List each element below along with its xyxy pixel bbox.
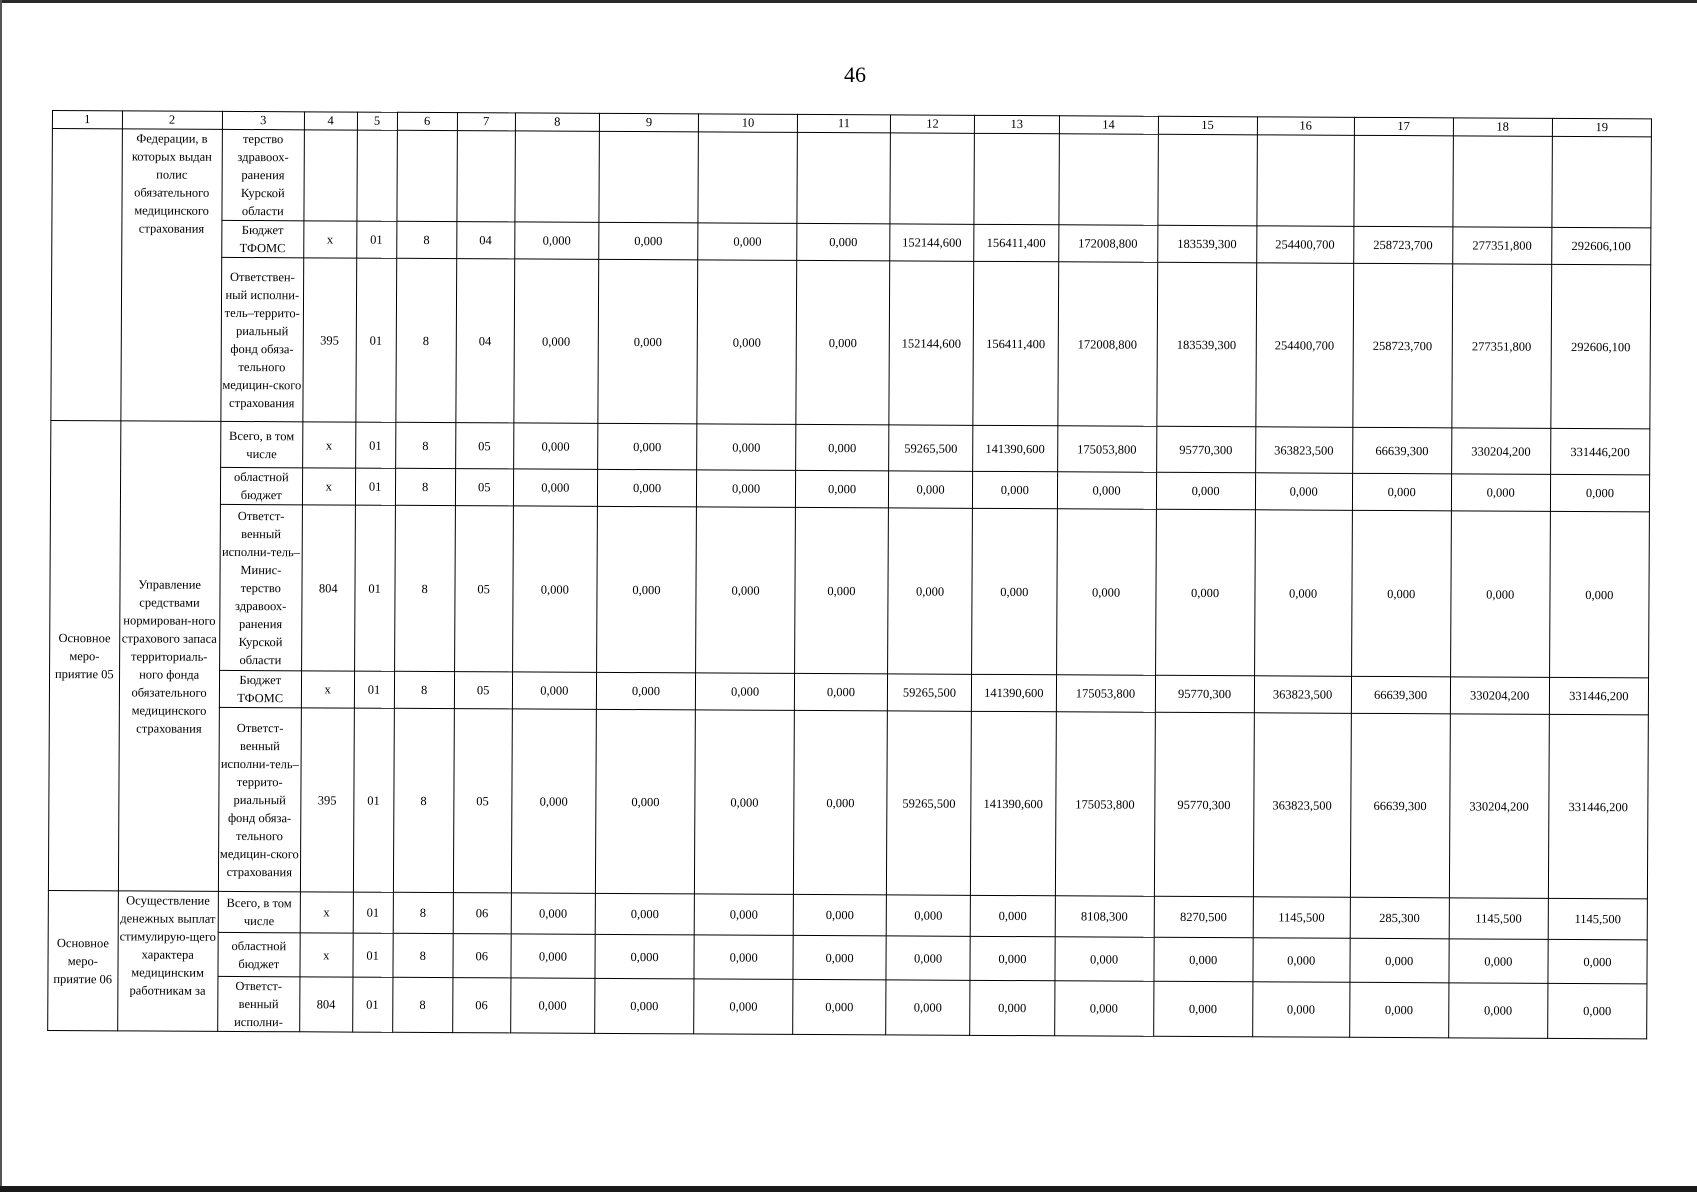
code-cell: x <box>303 422 356 468</box>
code-cell: 01 <box>355 258 396 422</box>
event-name: Осуществление денежных выплат стимулирую-щего характера медицинским работникам за <box>117 891 218 1032</box>
value-cell: 254400,700 <box>1256 263 1354 428</box>
page-number: 46 <box>844 62 866 87</box>
value-cell: 0,000 <box>695 673 794 711</box>
value-cell: 0,000 <box>694 710 794 895</box>
value-cell: 0,000 <box>1054 937 1153 982</box>
budget-table <box>47 110 1652 1039</box>
value-cell: 0,000 <box>1252 982 1349 1038</box>
column-number: 15 <box>1158 116 1257 135</box>
code-cell: 01 <box>354 671 394 708</box>
value-cell: 172008,800 <box>1057 262 1157 427</box>
value-cell: 0,000 <box>595 709 695 894</box>
column-number: 1 <box>52 111 122 129</box>
table-row <box>48 975 1647 1038</box>
budget-table-wrapper <box>47 110 1652 1039</box>
value-cell: 0,000 <box>1351 510 1451 677</box>
value-cell: 0,000 <box>595 934 694 979</box>
value-cell: 59265,500 <box>887 674 972 711</box>
value-cell: 0,000 <box>595 893 694 935</box>
value-cell: 0,000 <box>696 507 796 674</box>
section-a-col1 <box>51 129 122 421</box>
value-cell: 0,000 <box>697 260 797 425</box>
code-cell: 395 <box>300 708 354 892</box>
code-cell: 04 <box>456 259 515 423</box>
value-cell: 95770,300 <box>1156 426 1255 473</box>
value-cell: 0,000 <box>794 710 888 894</box>
code-cell: 05 <box>455 423 513 469</box>
table-row <box>51 420 1650 474</box>
value-cell: 0,000 <box>696 470 795 508</box>
value-cell: 175053,800 <box>1057 426 1156 473</box>
value-cell: 0,000 <box>887 508 972 674</box>
code-cell: 06 <box>452 978 510 1033</box>
value-cell: 0,000 <box>1449 939 1548 984</box>
value-cell: 277351,800 <box>1452 264 1552 429</box>
value-cell: 0,000 <box>514 259 599 423</box>
value-cell: 0,000 <box>597 469 696 507</box>
value-cell: 0,000 <box>1153 981 1252 1037</box>
value-cell: 141390,600 <box>971 711 1056 895</box>
value-cell: 0,000 <box>970 936 1055 980</box>
value-cell: 66639,300 <box>1352 427 1451 474</box>
code-cell: 8 <box>394 505 455 671</box>
value-cell: 152144,600 <box>889 261 974 425</box>
value-cell: 0,000 <box>511 709 596 893</box>
value-cell: 0,000 <box>1155 509 1255 676</box>
value-cell: 0,000 <box>597 506 697 673</box>
value-cell: 175053,800 <box>1056 675 1155 713</box>
funding-source: областной бюджет <box>218 932 300 976</box>
scan-edge-left <box>0 0 2 1192</box>
value-cell: 0,000 <box>510 978 595 1033</box>
code-cell: 395 <box>303 258 357 422</box>
funding-source: областной бюджет <box>220 467 302 504</box>
value-cell: 277351,800 <box>1452 227 1551 265</box>
column-number: 4 <box>304 112 357 130</box>
code-cell: 8 <box>396 221 456 258</box>
value-cell: 0,000 <box>514 222 599 259</box>
code-cell: 8 <box>393 892 453 933</box>
table-row <box>50 503 1650 677</box>
code-cell: 8 <box>395 468 455 505</box>
event-name: Управление средствами нормирован-ного страхового запаса территориаль-ного фонда обязательного медицинского страхования <box>118 421 221 892</box>
value-cell: 0,000 <box>1054 981 1153 1037</box>
value-cell: 0,000 <box>886 895 971 936</box>
value-cell: 141390,600 <box>973 425 1058 471</box>
funding-source: Бюджет ТФОМС <box>219 670 301 707</box>
value-cell: 0,000 <box>697 424 796 471</box>
value-cell: 363823,500 <box>1254 676 1351 714</box>
executor-cell: Ответст-венный исполни-тель–террито-риальный фонд обяза-тельного медицин-ского страхования <box>218 707 301 891</box>
value-cell: 0,000 <box>1547 983 1646 1039</box>
value-cell: 0,000 <box>888 471 973 508</box>
code-cell: 01 <box>354 505 395 671</box>
code-cell: 8 <box>393 708 454 892</box>
code-cell: 05 <box>455 469 513 506</box>
value-cell: 59265,500 <box>889 425 974 471</box>
value-cell: 0,000 <box>1057 472 1156 510</box>
funding-source: Всего, в том числе <box>220 421 302 467</box>
value-cell: 0,000 <box>513 423 598 469</box>
value-cell: 0,000 <box>973 471 1058 508</box>
code-cell: 804 <box>301 505 355 671</box>
value-cell: 0,000 <box>797 223 890 260</box>
value-cell: 175053,800 <box>1055 712 1155 897</box>
value-cell: 0,000 <box>599 222 698 260</box>
value-cell: 0,000 <box>970 895 1055 936</box>
code-cell: 05 <box>453 709 512 893</box>
value-cell: 330204,200 <box>1451 428 1550 475</box>
value-cell: 0,000 <box>694 894 793 936</box>
value-cell: 141390,600 <box>972 674 1057 711</box>
value-cell: 0,000 <box>1350 938 1449 983</box>
code-cell: 8 <box>394 671 454 708</box>
code-cell: 01 <box>356 221 396 258</box>
code-cell: 8 <box>393 933 453 977</box>
value-cell: 292606,100 <box>1552 227 1651 265</box>
value-cell: 0,000 <box>793 935 886 979</box>
code-cell: 8 <box>395 422 455 468</box>
value-cell: 59265,500 <box>886 711 971 895</box>
value-cell: 363823,500 <box>1253 713 1351 898</box>
value-cell: 0,000 <box>796 424 889 470</box>
value-cell: 331446,200 <box>1549 677 1648 715</box>
code-cell: 01 <box>353 933 393 977</box>
value-cell: 331446,200 <box>1550 428 1649 475</box>
value-cell: 0,000 <box>1349 982 1448 1038</box>
value-cell: 1145,500 <box>1253 897 1350 939</box>
column-number: 8 <box>515 113 599 131</box>
value-cell: 331446,200 <box>1548 714 1648 899</box>
code-cell: 01 <box>355 468 395 505</box>
column-number: 12 <box>890 115 974 133</box>
code-cell: 01 <box>355 422 395 468</box>
scan-edge-bottom <box>0 1186 1697 1192</box>
code-cell: x <box>301 671 354 708</box>
code-cell: x <box>302 468 355 505</box>
value-cell: 0,000 <box>793 894 886 935</box>
column-number: 6 <box>397 112 457 130</box>
executor-cell: Ответствен-ный исполни-тель–террито-риальный фонд обяза-тельного медицин-ского страхования <box>221 257 304 421</box>
value-cell: 66639,300 <box>1350 713 1450 898</box>
code-cell: 01 <box>353 708 394 892</box>
value-cell: 0,000 <box>598 423 697 470</box>
executor-cell: Ответст-венный исполни-тель– Минис-терство здравоох-ранения Курской области <box>219 504 302 670</box>
code-cell: 8 <box>392 977 452 1032</box>
column-number: 19 <box>1552 118 1651 137</box>
value-cell: 0,000 <box>795 507 889 673</box>
code-cell: 01 <box>352 977 392 1032</box>
column-number: 14 <box>1059 116 1158 135</box>
code-cell: x <box>300 933 353 977</box>
value-cell: 0,000 <box>1156 472 1255 510</box>
value-cell: 152144,600 <box>890 224 975 261</box>
value-cell: 0,000 <box>795 673 888 710</box>
code-cell: 8 <box>395 258 456 422</box>
value-cell: 156411,400 <box>974 224 1059 261</box>
executor-cell: Ответст-венный исполни- <box>217 976 299 1031</box>
value-cell: 0,000 <box>698 223 797 261</box>
funding-source: Всего, в том числе <box>218 891 300 932</box>
value-cell: 258723,700 <box>1352 263 1452 428</box>
value-cell: 0,000 <box>512 672 597 709</box>
value-cell: 254400,700 <box>1256 226 1353 264</box>
table-row <box>52 129 1651 228</box>
column-number: 11 <box>798 114 891 132</box>
column-number: 7 <box>457 113 515 131</box>
value-cell: 156411,400 <box>973 261 1058 425</box>
value-cell: 0,000 <box>694 935 793 980</box>
code-cell: x <box>300 892 353 933</box>
value-cell: 183539,300 <box>1156 262 1256 427</box>
value-cell: 0,000 <box>1154 937 1253 982</box>
value-cell: 258723,700 <box>1353 226 1452 264</box>
column-number: 2 <box>122 111 222 130</box>
value-cell: 0,000 <box>598 259 698 424</box>
value-cell: 330204,200 <box>1449 714 1549 899</box>
code-cell: 05 <box>454 672 512 709</box>
code-cell: 804 <box>300 977 353 1032</box>
value-cell: 95770,300 <box>1154 712 1254 897</box>
value-cell: 0,000 <box>513 469 598 506</box>
value-cell: 0,000 <box>1253 938 1350 983</box>
value-cell: 0,000 <box>1549 511 1649 678</box>
value-cell: 0,000 <box>1254 510 1352 677</box>
value-cell: 0,000 <box>1448 983 1547 1039</box>
value-cell: 8108,300 <box>1055 896 1154 938</box>
section-a-event-name: Федерации, в которых выдан полис обязательного медицинского страхования <box>120 129 222 422</box>
value-cell: 0,000 <box>1451 474 1550 512</box>
value-cell: 0,000 <box>511 893 596 934</box>
value-cell: 1145,500 <box>1548 898 1647 940</box>
value-cell: 183539,300 <box>1157 225 1256 263</box>
value-cell: 0,000 <box>511 934 596 978</box>
column-number: 10 <box>698 114 797 133</box>
funding-source: Бюджет ТФОМС <box>221 220 303 257</box>
value-cell: 330204,200 <box>1450 677 1549 715</box>
value-cell: 0,000 <box>886 936 971 980</box>
value-cell: 0,000 <box>1550 474 1649 512</box>
value-cell: 66639,300 <box>1351 676 1450 714</box>
column-number: 17 <box>1354 117 1453 136</box>
value-cell: 0,000 <box>796 470 889 507</box>
executor-cell: терство здравоох-ранения Курской области <box>222 129 305 220</box>
value-cell: 0,000 <box>793 979 886 1034</box>
value-cell: 0,000 <box>796 260 890 424</box>
column-number: 13 <box>975 115 1059 133</box>
value-cell: 0,000 <box>1352 473 1451 511</box>
code-cell: x <box>304 221 357 258</box>
value-cell: 0,000 <box>1255 473 1352 511</box>
value-cell: 0,000 <box>886 980 971 1035</box>
value-cell: 172008,800 <box>1058 225 1157 263</box>
column-number: 3 <box>222 111 304 129</box>
value-cell: 0,000 <box>694 979 793 1035</box>
code-cell: 06 <box>453 934 511 978</box>
column-number: 16 <box>1257 117 1354 136</box>
event-number: Основное меро-приятие 06 <box>48 890 118 1030</box>
value-cell: 285,300 <box>1350 897 1449 939</box>
scan-edge-top <box>0 0 1697 3</box>
code-cell: 05 <box>454 506 513 672</box>
value-cell: 363823,500 <box>1255 427 1352 474</box>
value-cell: 0,000 <box>595 978 694 1034</box>
value-cell: 0,000 <box>1548 939 1647 984</box>
code-cell: 01 <box>353 892 393 933</box>
table-row <box>51 257 1651 429</box>
value-cell: 292606,100 <box>1551 264 1651 429</box>
value-cell: 0,000 <box>972 508 1057 674</box>
column-number: 5 <box>357 112 397 130</box>
value-cell: 8270,500 <box>1154 896 1253 938</box>
value-cell: 95770,300 <box>1155 675 1254 713</box>
value-cell: 0,000 <box>1056 509 1156 676</box>
value-cell: 0,000 <box>970 980 1055 1035</box>
value-cell: 0,000 <box>596 672 695 710</box>
value-cell: 1145,500 <box>1449 898 1548 940</box>
table-row <box>48 706 1648 898</box>
column-number: 9 <box>599 113 698 132</box>
code-cell: 04 <box>456 222 514 259</box>
code-cell: 06 <box>453 893 511 934</box>
value-cell: 0,000 <box>512 506 597 672</box>
column-number: 18 <box>1453 118 1552 137</box>
value-cell: 0,000 <box>1450 511 1550 678</box>
event-number: Основное меро-приятие 05 <box>48 420 120 890</box>
